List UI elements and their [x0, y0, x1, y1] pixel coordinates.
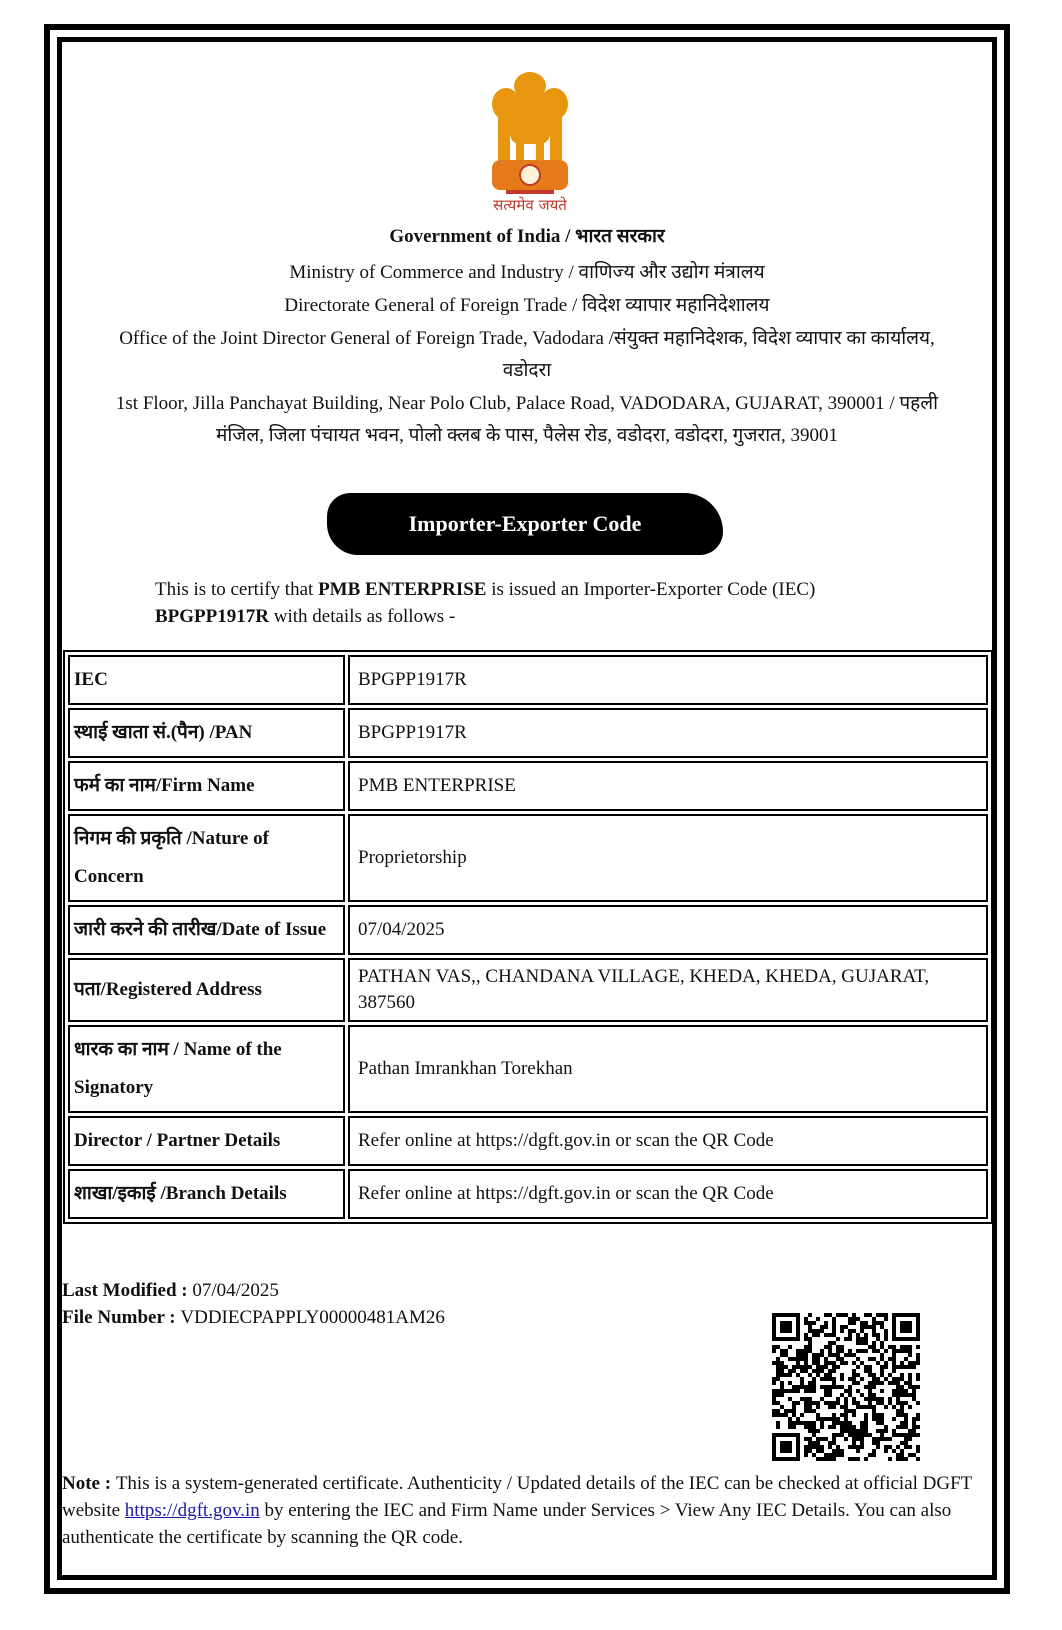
file-number-value: VDDIECPAPPLY00000481AM26: [180, 1307, 445, 1328]
table-row: [68, 1025, 988, 1113]
file-number: [62, 1307, 445, 1329]
last-modified-label: Last Modified :: [62, 1280, 193, 1301]
certificate-title: Importer-Exporter Code: [408, 511, 642, 536]
national-emblem-icon: [470, 64, 590, 214]
file-number-label: File Number :: [62, 1307, 181, 1328]
row-value: Refer online at https://dgft.gov.in or scan the QR Code: [348, 1116, 988, 1166]
emblem-motto: सत्यमेव जयते: [493, 196, 567, 214]
note-text-1: This is a system-generated certificate. Authenticity / Updated details of the IEC can be checked at official DGFT website: [62, 1473, 972, 1521]
last-modified-value: 07/04/2025: [192, 1280, 279, 1301]
row-label: धारक का नाम / Name of the Signatory: [68, 1025, 345, 1113]
row-label: Director / Partner Details: [68, 1116, 345, 1166]
last-modified: [62, 1280, 279, 1302]
row-label: जारी करने की तारीख/Date of Issue: [68, 905, 345, 955]
note-paragraph: [62, 1470, 982, 1551]
certify-statement: [155, 576, 915, 630]
row-label: IEC: [68, 655, 345, 705]
office-city-line: वडोदरा: [502, 360, 552, 381]
certify-prefix: This is to certify that: [155, 579, 319, 600]
details-table: [63, 650, 993, 1224]
note-text-2: by entering the IEC and Firm Name under Services > View Any IEC Details. You can also authenticate the certificate by scanning the QR code.: [62, 1500, 952, 1548]
table-row: [68, 1116, 988, 1166]
row-value: PATHAN VAS,, CHANDANA VILLAGE, KHEDA, KHEDA, GUJARAT, 387560: [348, 958, 988, 1022]
row-value: BPGPP1917R: [348, 708, 988, 758]
qr-code-icon[interactable]: [772, 1313, 920, 1461]
row-value: Pathan Imrankhan Torekhan: [348, 1025, 988, 1113]
table-row: [68, 958, 988, 1022]
row-value: 07/04/2025: [348, 905, 988, 955]
table-row: [68, 814, 988, 902]
ministry-line: Ministry of Commerce and Industry / वाणिज्य और उद्योग मंत्रालय: [289, 262, 765, 283]
row-label: शाखा/इकाई /Branch Details: [68, 1169, 345, 1219]
address-line-2: मंजिल, जिला पंचायत भवन, पोलो क्लब के पास, पैलेस रोड, वडोदरा, वडोदरा, गुजरात, 39001: [216, 425, 838, 446]
row-value: Proprietorship: [348, 814, 988, 902]
row-value: Refer online at https://dgft.gov.in or scan the QR Code: [348, 1169, 988, 1219]
address-line-1: 1st Floor, Jilla Panchayat Building, Near Polo Club, Palace Road, VADODARA, GUJARAT, 390001 / पहली: [115, 393, 939, 414]
office-line: Office of the Joint Director General of Foreign Trade, Vadodara /संयुक्त महानिदेशक, विदेश व्यापार का कार्यालय,: [119, 328, 935, 349]
row-label: पता/Registered Address: [68, 958, 345, 1022]
certify-suffix: with details as follows -: [269, 606, 456, 627]
table-row: [68, 708, 988, 758]
row-label: स्थाई खाता सं.(पैन) /PAN: [68, 708, 345, 758]
note-label: Note :: [62, 1473, 116, 1494]
table-row: [68, 655, 988, 705]
row-label: निगम की प्रकृति /Nature of Concern: [68, 814, 345, 902]
table-row: [68, 905, 988, 955]
table-row: [68, 761, 988, 811]
certify-firm-name: PMB ENTERPRISE: [318, 579, 487, 600]
directorate-line: Directorate General of Foreign Trade / विदेश व्यापार महानिदेशालय: [284, 295, 770, 316]
table-row: [68, 1169, 988, 1219]
certify-mid: is issued an Importer-Exporter Code (IEC): [486, 579, 816, 600]
dgft-website-link[interactable]: https://dgft.gov.in: [124, 1500, 260, 1521]
row-value: BPGPP1917R: [348, 655, 988, 705]
certify-iec-code: BPGPP1917R: [155, 606, 269, 627]
row-label: फर्म का नाम/Firm Name: [68, 761, 345, 811]
government-title: Government of India / भारत सरकार: [389, 226, 665, 247]
certificate-title-banner: [327, 493, 723, 555]
row-value: PMB ENTERPRISE: [348, 761, 988, 811]
